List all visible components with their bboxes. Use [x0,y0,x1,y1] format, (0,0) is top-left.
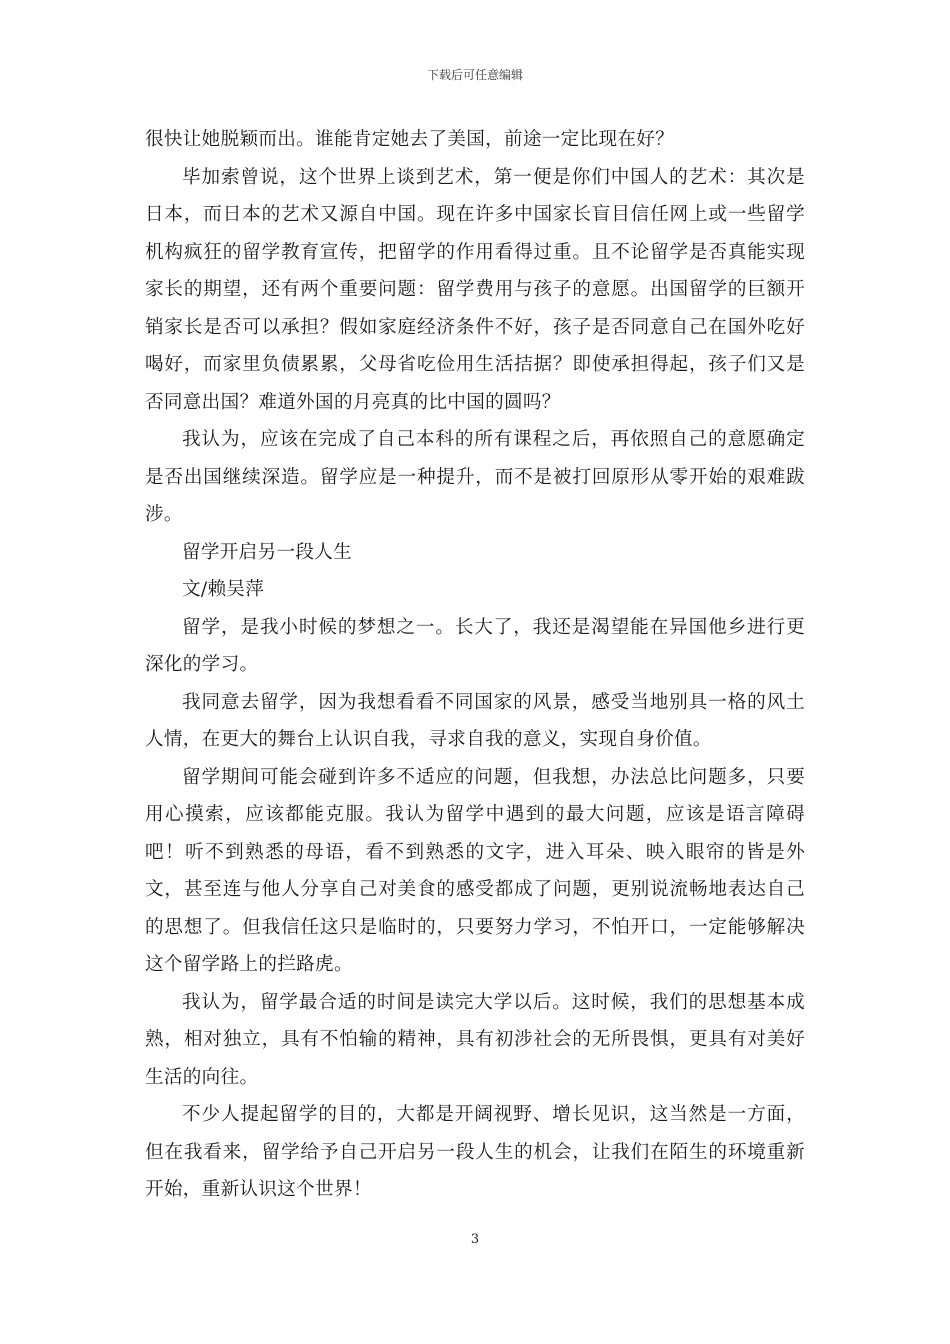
page-header: 下载后可任意编辑 [426,68,523,82]
paragraph-picasso: 毕加索曾说，这个世界上谈到艺术，第一便是你们中国人的艺术：其次是日本，而日本的艺术又源自中国。现在许多中国家长盲目信任网上或一些留学机构疯狂的留学教育宣传，把留学的作用看得过重。且不论留学是否真能实现家长的期望，还有两个重要问题：留学费用与孩子的意愿。出国留学的巨额开销家长是否可以承担？假如家庭经济条件不好，孩子是否同意自己在国外吃好喝好，而家里负债累累，父母省吃俭用生活拮据？即使承担得起，孩子们又是否同意出国？难道外国的月亮真的比中国的圆吗？ [145,166,805,413]
paragraph-continuation: 很快让她脱颖而出。谁能肯定她去了美国，前途一定比现在好？ [145,129,675,150]
paragraph-opinion: 我认为，应该在完成了自己本科的所有课程之后，再依照自己的意愿确定是否出国继续深造。留学应是一种提升，而不是被打回原形从零开始的艰难跋涉。 [145,429,805,525]
paragraph-agree: 我同意去留学，因为我想看看不同国家的风景，感受当地别具一格的风土人情，在更大的舞台上认识自我，寻求自我的意义，实现自身价值。 [145,691,805,750]
page-number: 3 [470,1232,480,1247]
document-body [145,121,805,1209]
paragraph-timing: 我认为，留学最合适的时间是读完大学以后。这时候，我们的思想基本成熟，相对独立，具有不怕输的精神，具有初涉社会的无所畏惧，更具有对美好生活的向往。 [145,991,805,1088]
paragraph-dream: 留学，是我小时候的梦想之一。长大了，我还是渴望能在异国他乡进行更深化的学习。 [145,616,805,675]
article-title: 留学开启另一段人生 [182,541,353,563]
paragraph-purpose: 不少人提起留学的目的，大都是开阔视野、增长见识，这当然是一方面，但在我看来，留学给予自己开启另一段人生的机会，让我们在陌生的环境重新开始，重新认识这个世界！ [145,1104,805,1200]
article-author: 文/赖吴萍 [182,579,265,600]
paragraph-language: 留学期间可能会碰到许多不适应的问题，但我想，办法总比问题多，只要用心摸索，应该都能克服。我认为留学中遇到的最大问题，应该是语言障碍吧！听不到熟悉的母语，看不到熟悉的文字，进入耳朵、映入眼帘的皆是外文，甚至连与他人分享自己对美食的感受都成了问题，更别说流畅地表达自己的思想了。但我信任这只是临时的，只要努力学习，不怕开口，一定能够解决这个留学路上的拦路虎。 [145,766,805,975]
